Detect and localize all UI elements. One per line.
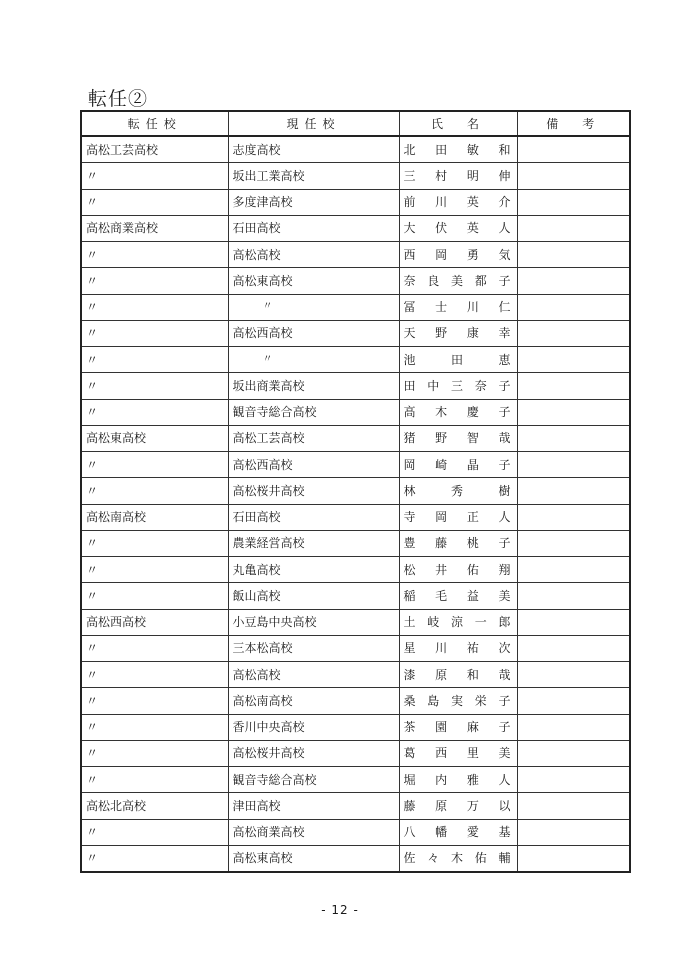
table-row — [81, 347, 630, 373]
cell-remarks — [517, 163, 630, 189]
header-remarks: 備 考 — [517, 111, 630, 136]
cell-new-school: 〃 — [81, 688, 228, 714]
cell-current-school: 観音寺総合高校 — [228, 767, 399, 793]
cell-remarks — [517, 714, 630, 740]
cell-current-school: 丸亀高校 — [228, 557, 399, 583]
cell-remarks — [517, 268, 630, 294]
cell-remarks — [517, 583, 630, 609]
cell-name: 高木慶子 — [399, 399, 517, 425]
cell-remarks — [517, 609, 630, 635]
table-row — [81, 189, 630, 215]
cell-remarks — [517, 767, 630, 793]
table-row — [81, 557, 630, 583]
cell-current-school: 観音寺総合高校 — [228, 399, 399, 425]
cell-new-school: 〃 — [81, 635, 228, 661]
table-row — [81, 609, 630, 635]
cell-new-school: 高松東高校 — [81, 425, 228, 451]
cell-remarks — [517, 320, 630, 346]
cell-new-school: 高松西高校 — [81, 609, 228, 635]
table-row — [81, 373, 630, 399]
cell-remarks — [517, 662, 630, 688]
cell-current-school: 高松南高校 — [228, 688, 399, 714]
cell-remarks — [517, 136, 630, 163]
cell-remarks — [517, 819, 630, 845]
cell-name: 岡崎晶子 — [399, 452, 517, 478]
cell-current-school: 志度高校 — [228, 136, 399, 163]
cell-new-school: 〃 — [81, 399, 228, 425]
table-row — [81, 320, 630, 346]
cell-new-school: 〃 — [81, 714, 228, 740]
cell-name: 西岡勇気 — [399, 242, 517, 268]
cell-name: 松井佑翔 — [399, 557, 517, 583]
cell-name: 奈良美都子 — [399, 268, 517, 294]
table-row — [81, 530, 630, 556]
cell-name: 星川祐次 — [399, 635, 517, 661]
cell-current-school: 坂出工業高校 — [228, 163, 399, 189]
cell-current-school: 高松桜井高校 — [228, 740, 399, 766]
cell-remarks — [517, 504, 630, 530]
cell-current-school: 三本松高校 — [228, 635, 399, 661]
cell-remarks — [517, 530, 630, 556]
cell-new-school: 〃 — [81, 320, 228, 346]
cell-current-school: 高松東高校 — [228, 845, 399, 872]
cell-name: 堀内雅人 — [399, 767, 517, 793]
cell-new-school: 〃 — [81, 740, 228, 766]
header-new-school: 転任校 — [81, 111, 228, 136]
cell-remarks — [517, 215, 630, 241]
cell-remarks — [517, 373, 630, 399]
cell-new-school: 〃 — [81, 347, 228, 373]
cell-new-school: 高松商業高校 — [81, 215, 228, 241]
table-row — [81, 767, 630, 793]
table-row — [81, 583, 630, 609]
table-row — [81, 845, 630, 872]
cell-current-school: 小豆島中央高校 — [228, 609, 399, 635]
cell-new-school: 高松北高校 — [81, 793, 228, 819]
header-current-school: 現任校 — [228, 111, 399, 136]
cell-new-school: 〃 — [81, 819, 228, 845]
table-row — [81, 163, 630, 189]
cell-name: 寺岡正人 — [399, 504, 517, 530]
cell-current-school: 飯山高校 — [228, 583, 399, 609]
header-name: 氏 名 — [399, 111, 517, 136]
cell-remarks — [517, 242, 630, 268]
table-row — [81, 504, 630, 530]
cell-new-school: 〃 — [81, 557, 228, 583]
table-row — [81, 793, 630, 819]
table-row — [81, 740, 630, 766]
cell-name: 田中三奈子 — [399, 373, 517, 399]
table-row — [81, 425, 630, 451]
cell-name: 茶園麻子 — [399, 714, 517, 740]
cell-current-school: 高松高校 — [228, 662, 399, 688]
cell-name: 稲毛益美 — [399, 583, 517, 609]
cell-name: 漆原和哉 — [399, 662, 517, 688]
cell-new-school: 〃 — [81, 189, 228, 215]
cell-current-school: 農業経営高校 — [228, 530, 399, 556]
cell-remarks — [517, 399, 630, 425]
cell-name: 北田敏和 — [399, 136, 517, 163]
cell-remarks — [517, 740, 630, 766]
cell-new-school: 〃 — [81, 530, 228, 556]
cell-current-school: 高松西高校 — [228, 320, 399, 346]
section-title: 転任② — [88, 88, 149, 110]
cell-new-school: 高松南高校 — [81, 504, 228, 530]
cell-current-school: 〃 — [228, 347, 399, 373]
cell-current-school: 坂出商業高校 — [228, 373, 399, 399]
cell-current-school: 高松桜井高校 — [228, 478, 399, 504]
cell-name: 前川英介 — [399, 189, 517, 215]
table-row — [81, 399, 630, 425]
table-row — [81, 242, 630, 268]
cell-new-school: 〃 — [81, 294, 228, 320]
cell-new-school: 〃 — [81, 662, 228, 688]
cell-current-school: 高松高校 — [228, 242, 399, 268]
table-row — [81, 294, 630, 320]
cell-name: 猪野智哉 — [399, 425, 517, 451]
cell-new-school: 〃 — [81, 845, 228, 872]
cell-name: 池田恵 — [399, 347, 517, 373]
transfer-table — [80, 110, 631, 873]
cell-current-school: 高松西高校 — [228, 452, 399, 478]
cell-remarks — [517, 294, 630, 320]
cell-name: 三村明伸 — [399, 163, 517, 189]
cell-name: 八幡愛基 — [399, 819, 517, 845]
cell-current-school: 多度津高校 — [228, 189, 399, 215]
cell-current-school: 石田高校 — [228, 504, 399, 530]
cell-name: 葛西里美 — [399, 740, 517, 766]
table-row — [81, 215, 630, 241]
cell-remarks — [517, 478, 630, 504]
cell-name: 佐々木佑輔 — [399, 845, 517, 872]
cell-new-school: 〃 — [81, 373, 228, 399]
cell-name: 天野康幸 — [399, 320, 517, 346]
cell-name: 林秀樹 — [399, 478, 517, 504]
table-row — [81, 688, 630, 714]
table-row — [81, 268, 630, 294]
cell-name: 土岐涼一郎 — [399, 609, 517, 635]
cell-remarks — [517, 189, 630, 215]
cell-new-school: 高松工芸高校 — [81, 136, 228, 163]
cell-remarks — [517, 425, 630, 451]
table-row — [81, 136, 630, 163]
cell-current-school: 〃 — [228, 294, 399, 320]
cell-name: 冨士川仁 — [399, 294, 517, 320]
cell-new-school: 〃 — [81, 767, 228, 793]
cell-current-school: 香川中央高校 — [228, 714, 399, 740]
table-body — [81, 136, 630, 872]
table-row — [81, 635, 630, 661]
cell-current-school: 石田高校 — [228, 215, 399, 241]
page-number: - 12 - — [321, 903, 359, 917]
cell-name: 豊藤桃子 — [399, 530, 517, 556]
cell-remarks — [517, 347, 630, 373]
table-row — [81, 478, 630, 504]
cell-remarks — [517, 635, 630, 661]
cell-current-school: 高松工芸高校 — [228, 425, 399, 451]
cell-name: 大伏英人 — [399, 215, 517, 241]
cell-new-school: 〃 — [81, 583, 228, 609]
table-row — [81, 452, 630, 478]
table-row — [81, 714, 630, 740]
cell-new-school: 〃 — [81, 163, 228, 189]
cell-current-school: 高松商業高校 — [228, 819, 399, 845]
table-row — [81, 662, 630, 688]
cell-remarks — [517, 688, 630, 714]
table-row — [81, 819, 630, 845]
cell-new-school: 〃 — [81, 452, 228, 478]
cell-name: 桑島実栄子 — [399, 688, 517, 714]
cell-remarks — [517, 557, 630, 583]
cell-remarks — [517, 793, 630, 819]
cell-current-school: 高松東高校 — [228, 268, 399, 294]
cell-name: 藤原万以 — [399, 793, 517, 819]
cell-new-school: 〃 — [81, 242, 228, 268]
cell-remarks — [517, 452, 630, 478]
cell-new-school: 〃 — [81, 268, 228, 294]
table-header-row — [81, 111, 630, 136]
cell-new-school: 〃 — [81, 478, 228, 504]
cell-remarks — [517, 845, 630, 872]
cell-current-school: 津田高校 — [228, 793, 399, 819]
